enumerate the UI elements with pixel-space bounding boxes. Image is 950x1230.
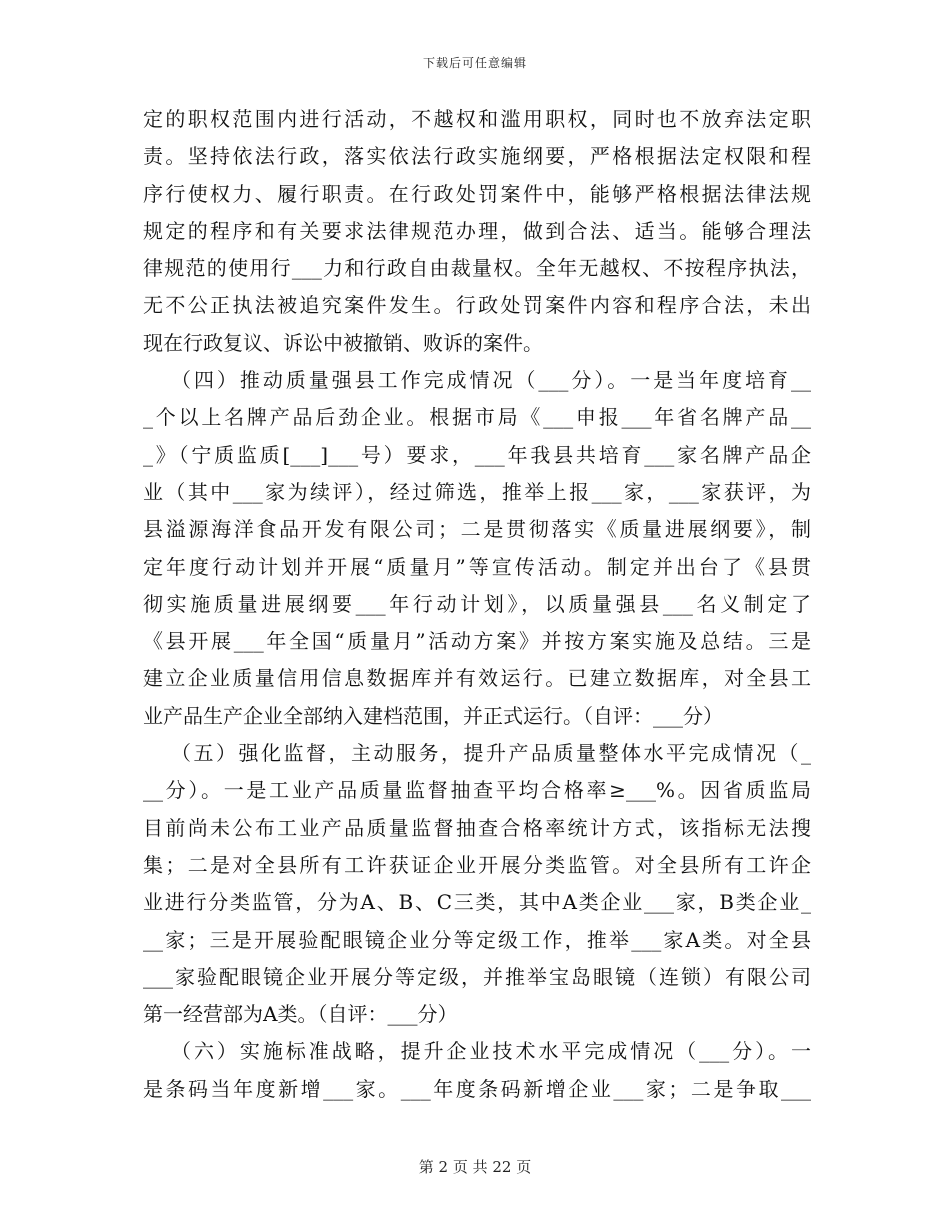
text-line: 《县开展___年全国“质量月”活动方案》并按方案实施及总结。三是 [143, 629, 811, 654]
text-line: （五）强化监督，主动服务，提升产品质量整体水平完成情况（_ [171, 741, 811, 766]
text-line: 现在行政复议、诉讼中被撤销、败诉的案件。 [143, 330, 543, 355]
text-line: 彻实施质量进展纲要___年行动计划》，以质量强县___名义制定了 [143, 591, 811, 616]
text-line: _个以上名牌产品后劲企业。根据市局《___申报___年省名牌产品__ [143, 405, 811, 430]
text-line: 目前尚未公布工业产品质量监督抽查合格率统计方式，该指标无法搜 [143, 815, 811, 840]
text-line: （六）实施标准战略，提升企业技术水平完成情况（___分）。一 [171, 1039, 811, 1064]
text-line: 序行使权力、履行职责。在行政处罚案件中，能够严格根据法律法规 [143, 181, 811, 206]
text-line: __家；三是开展验配眼镜企业分等定级工作，推举___家A类。对全县 [143, 927, 811, 952]
text-line: 规定的程序和有关要求法律规范办理，做到合法、适当。能够合理法 [143, 218, 811, 243]
text-line: 无不公正执法被追究案件发生。行政处罚案件内容和程序合法，未出 [143, 293, 811, 318]
page-number: 第 2 页 共 22 页 [418, 1158, 532, 1176]
text-line: _》（宁质监质[___]___号）要求，___年我县共培育___家名牌产品企 [143, 442, 811, 467]
page-header-note: 下载后可任意编辑 [422, 56, 527, 70]
text-line: 县溢源海洋食品开发有限公司；二是贯彻落实《质量进展纲要》，制 [143, 517, 811, 542]
document-body [143, 101, 811, 1108]
text-line: 业产品生产企业全部纳入建档范围，并正式运行。（自评：___分） [143, 703, 723, 728]
text-line: 律规范的使用行___力和行政自由裁量权。全年无越权、不按程序执法， [143, 256, 811, 281]
text-line: （四）推动质量强县工作完成情况（___分）。一是当年度培育__ [171, 368, 811, 393]
text-line: 定年度行动计划并开展“质量月”等宣传活动。制定并出台了《县贯 [143, 554, 811, 579]
text-line: 责。坚持依法行政，落实依法行政实施纲要，严格根据法定权限和程 [143, 144, 811, 169]
text-line: 定的职权范围内进行活动，不越权和滥用职权，同时也不放弃法定职 [143, 107, 811, 131]
text-line: 是条码当年度新增___家。___年度条码新增企业___家；二是争取___ [143, 1076, 811, 1101]
text-line: __分）。一是工业产品质量监督抽查平均合格率≥___%。因省质监局 [143, 778, 811, 803]
text-line: ___家验配眼镜企业开展分等定级，并推举宝岛眼镜（连锁）有限公司 [143, 964, 811, 989]
text-line: 业进行分类监管，分为A、B、C三类，其中A类企业___家，B类企业_ [143, 890, 811, 915]
text-line: 第一经营部为A类。（自评：___分） [143, 1002, 458, 1027]
text-line: 业（其中___家为续评），经过筛选，推举上报___家，___家获评，为 [143, 479, 811, 504]
text-line: 集；二是对全县所有工许获证企业开展分类监管。对全县所有工许企 [143, 852, 811, 877]
text-line: 建立企业质量信用信息数据库并有效运行。已建立数据库，对全县工 [143, 666, 811, 691]
